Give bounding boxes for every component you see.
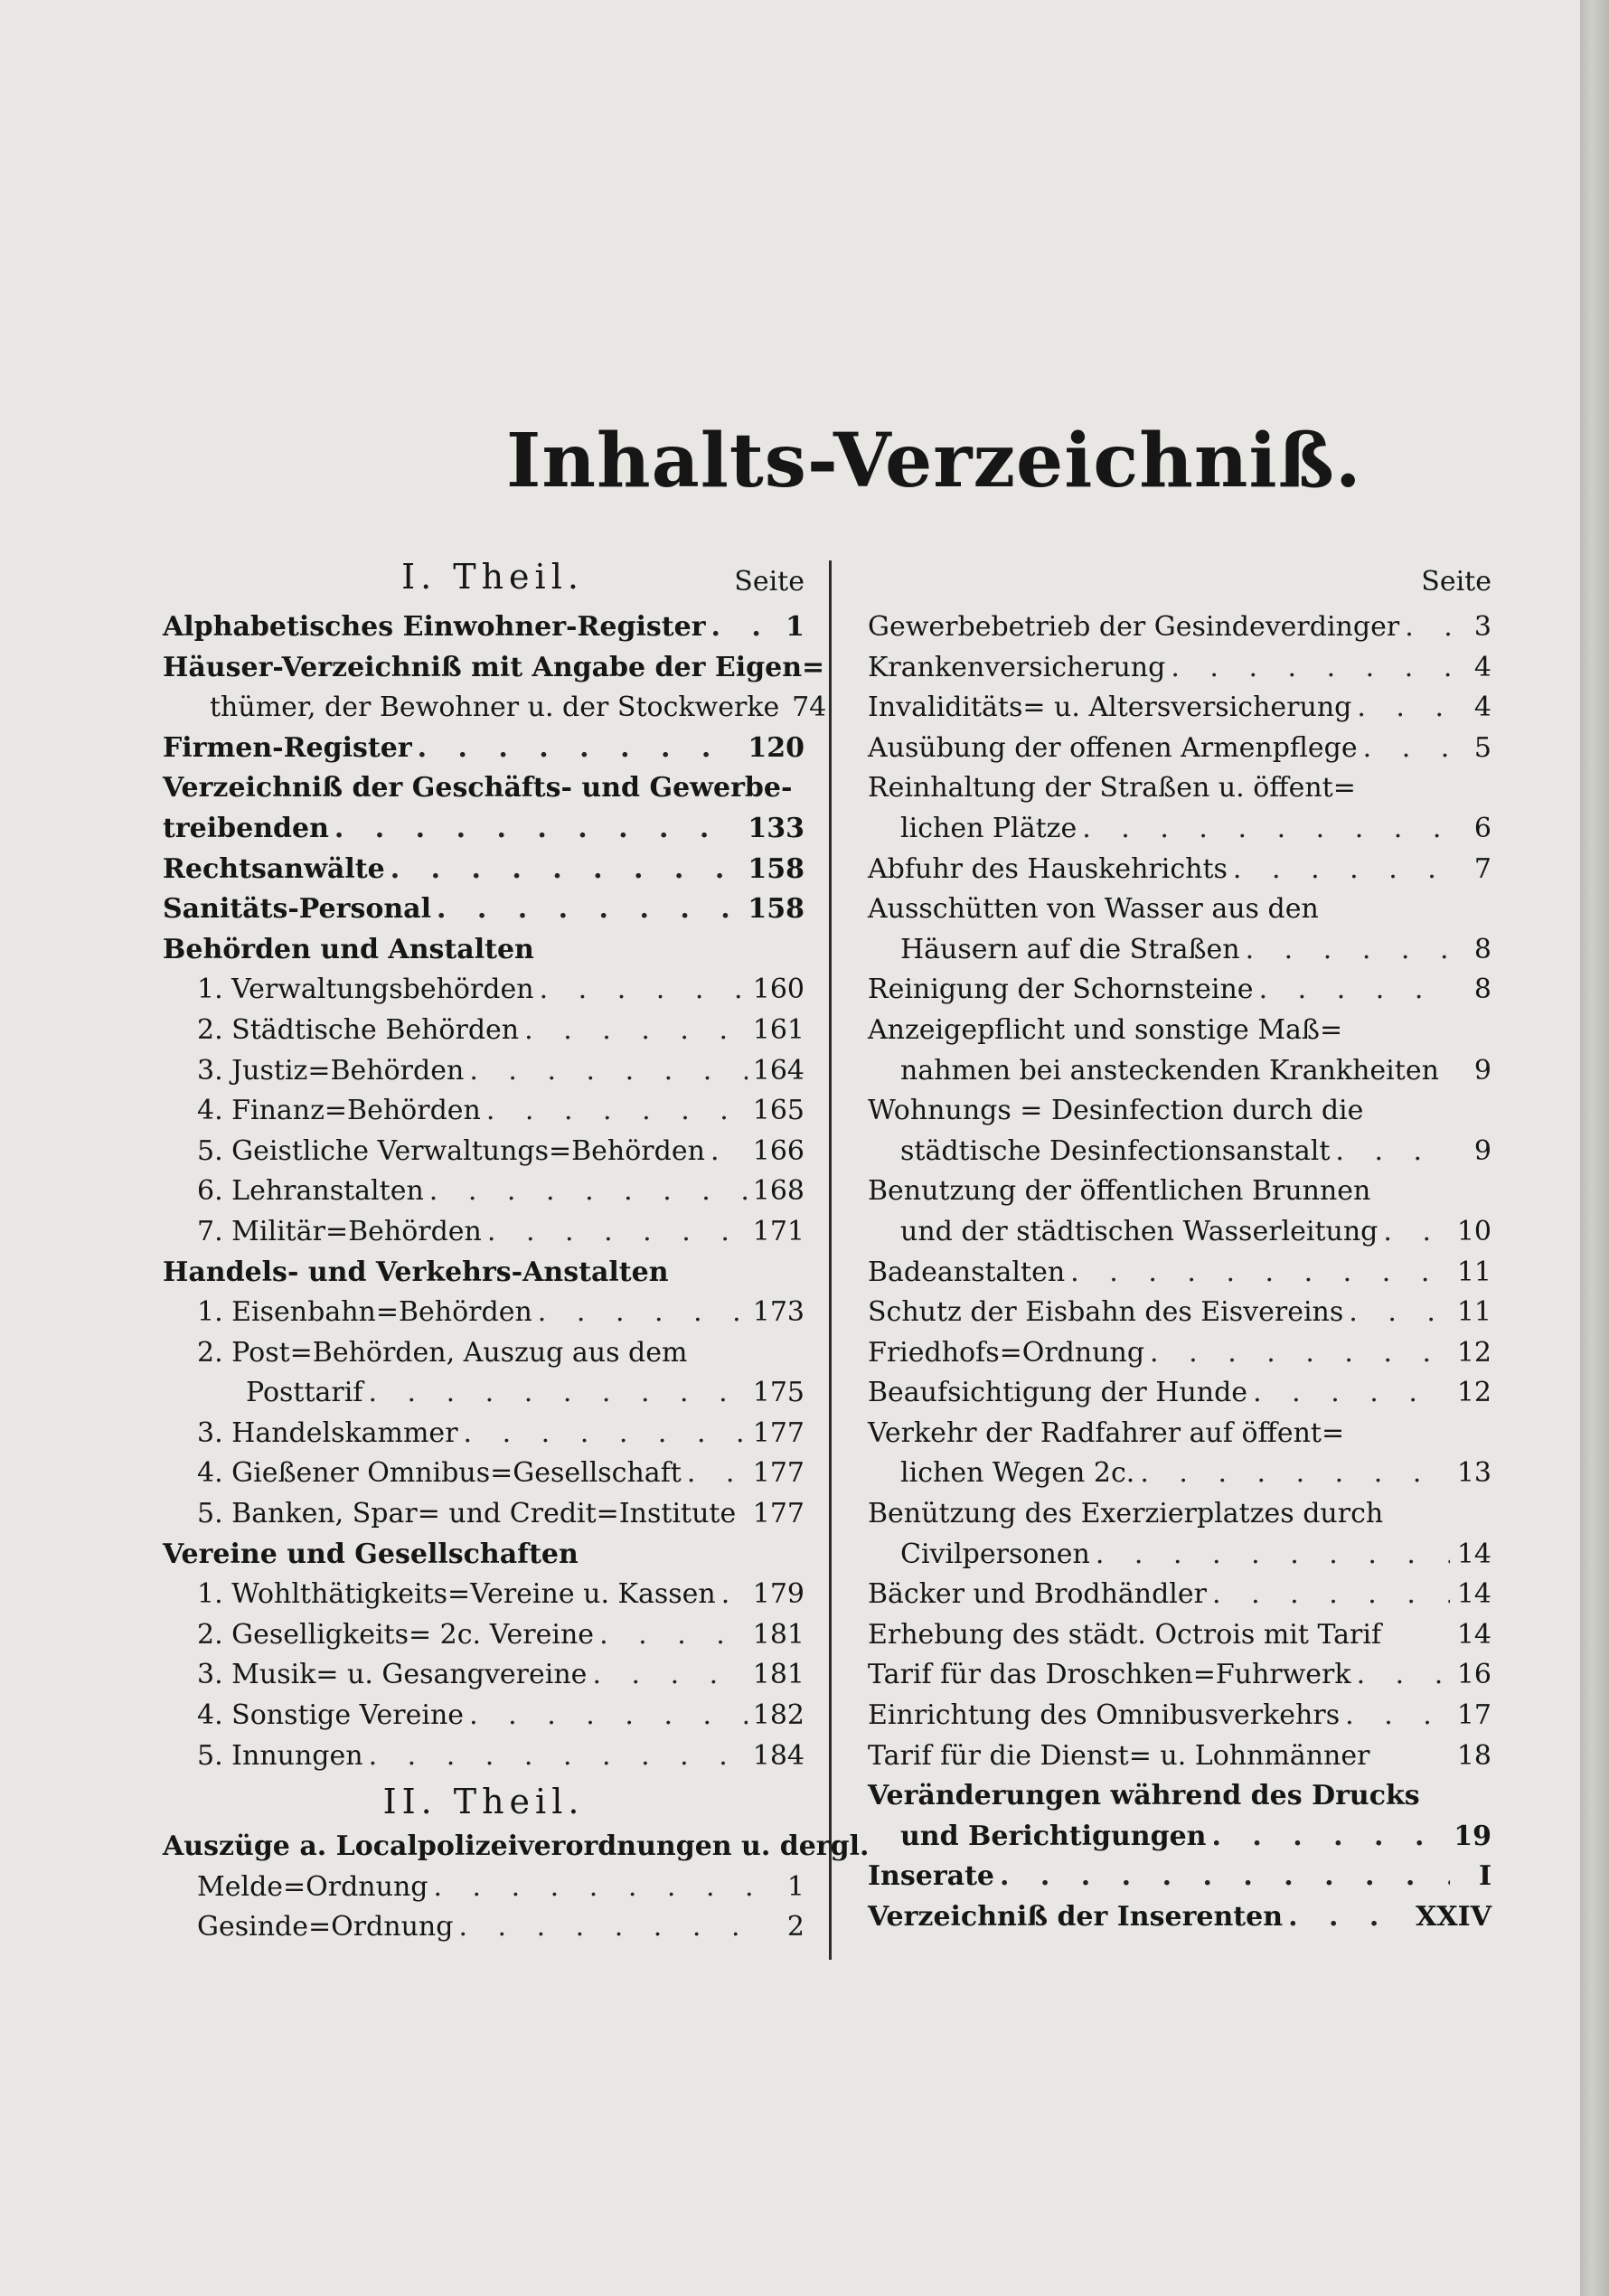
toc-entry-page: 11 [1456, 1256, 1491, 1288]
toc-entry [868, 1293, 1491, 1333]
right-entries [868, 607, 1491, 1938]
toc-entry-text: 3. Musik= u. Gesangvereine [197, 1659, 588, 1691]
toc-entry [163, 1333, 804, 1374]
part-one-heading-row [163, 557, 804, 607]
toc-entry [868, 1373, 1491, 1414]
dot-leader [464, 1414, 748, 1454]
toc-entry [868, 1132, 1491, 1172]
toc-entry [163, 729, 804, 769]
toc-entry [868, 607, 1491, 648]
right-column [868, 557, 1491, 1938]
toc-entry [163, 1535, 804, 1576]
dot-leader [1171, 648, 1450, 689]
toc-entry-page: 14 [1456, 1578, 1491, 1611]
dot-leader [524, 1011, 748, 1051]
toc-entry [163, 648, 825, 689]
toc-entry [163, 809, 804, 850]
toc-entry-text: 5. Innungen [197, 1739, 363, 1772]
toc-entry-text: Handels- und Verkehrs-Anstalten [163, 1256, 669, 1288]
toc-entry-text: Tarif für das Droschken=Fuhrwerk [868, 1659, 1351, 1691]
part-one-heading: I. Theil. [401, 557, 584, 597]
toc-entry-page: 18 [1456, 1739, 1491, 1772]
toc-entry-text: Behörden und Anstalten [163, 933, 534, 965]
toc-entry-text: Friedhofs=Ordnung [868, 1336, 1145, 1369]
toc-entry-text: Gesinde=Ordnung [197, 1911, 454, 1943]
dot-leader [540, 970, 748, 1011]
toc-entry-page: 133 [748, 812, 804, 844]
toc-entry-page: XXIV [1416, 1901, 1491, 1933]
toc-entry-text: Häusern auf die Straßen [900, 933, 1240, 965]
toc-entry-page: 160 [752, 974, 804, 1006]
toc-entry [163, 1293, 804, 1333]
toc-entry-page: 177 [752, 1457, 804, 1490]
toc-entry-page: 165 [752, 1095, 804, 1127]
toc-entry [868, 1696, 1491, 1736]
toc-entry [868, 1454, 1491, 1494]
toc-entry-text: und Berichtigungen [900, 1820, 1207, 1852]
toc-entry-page: 10 [1456, 1215, 1491, 1247]
toc-entry [868, 1897, 1491, 1938]
toc-entry [868, 1817, 1491, 1858]
toc-entry-text: Invaliditäts= u. Altersversicherung [868, 692, 1352, 724]
dot-leader [486, 1091, 748, 1132]
toc-entry-page: 171 [752, 1215, 804, 1247]
toc-entry-text: Firmen-Register [163, 731, 412, 764]
toc-entry-text: 2. Post=Behörden, Auszug aus dem [197, 1336, 688, 1369]
toc-entry-page: 177 [752, 1416, 804, 1449]
dot-leader [1096, 1535, 1450, 1576]
toc-entry [163, 1655, 804, 1696]
dot-leader [1253, 1373, 1450, 1414]
dot-leader [429, 1172, 748, 1212]
toc-entry-text: Gewerbebetrieb der Gesindeverdinger [868, 611, 1400, 643]
toc-entry [868, 889, 1491, 930]
toc-entry [163, 1051, 804, 1092]
toc-entry-page: 120 [748, 731, 804, 764]
toc-entry [163, 930, 804, 971]
dot-leader [1288, 1897, 1410, 1938]
toc-entry-page: 6 [1473, 812, 1491, 844]
dot-leader [1335, 1132, 1450, 1172]
toc-entry [163, 1212, 804, 1253]
toc-entry [163, 688, 827, 729]
toc-entry-text: Schutz der Eisbahn des Eisvereins [868, 1296, 1344, 1329]
toc-entry-page: 4 [1473, 651, 1491, 683]
toc-entry-text: 2. Städtische Behörden [197, 1013, 520, 1046]
toc-entry-text: lichen Plätze [900, 812, 1077, 844]
toc-entry-page: 1 [786, 611, 804, 643]
dot-leader [599, 1615, 748, 1656]
toc-entry [163, 1575, 804, 1615]
toc-entry [163, 1696, 804, 1736]
toc-entry-text: Häuser-Verzeichniß mit Angabe der Eigen= [163, 651, 825, 683]
toc-entry-text: Ausübung der offenen Armenpflege [868, 731, 1358, 764]
toc-entry [163, 1253, 804, 1294]
toc-entry [868, 1736, 1491, 1777]
toc-entry [163, 970, 804, 1011]
toc-entry-page: 8 [1473, 933, 1491, 965]
toc-entry-text: Benutzung der öffentlichen Brunnen [868, 1175, 1371, 1208]
toc-entry-text: städtische Desinfectionsanstalt [900, 1134, 1331, 1167]
part-two-heading: II. Theil. [382, 1782, 585, 1822]
toc-entry [163, 1091, 804, 1132]
part-two-entries [163, 1827, 870, 1948]
toc-entry [868, 850, 1491, 890]
toc-entry-text: Badeanstalten [868, 1256, 1066, 1288]
left-column [163, 557, 870, 1948]
page-edge [1580, 0, 1609, 2296]
toc-entry [868, 1212, 1491, 1253]
toc-entry-text: 4. Sonstige Vereine [197, 1699, 465, 1732]
toc-entry [868, 809, 1491, 850]
toc-entry-text: Abfuhr des Hauskehrichts [868, 852, 1228, 885]
seite-label-left: Seite [734, 566, 804, 598]
toc-entry-text: Inserate [868, 1860, 995, 1893]
toc-entry [868, 970, 1491, 1011]
dot-leader [433, 1868, 763, 1908]
toc-entry [868, 1615, 1491, 1656]
toc-entry [868, 1535, 1491, 1576]
toc-entry [163, 1172, 804, 1212]
toc-entry-text: Krankenversicherung [868, 651, 1166, 683]
toc-entry-page: 161 [752, 1013, 804, 1046]
toc-entry-page: 17 [1456, 1699, 1491, 1732]
toc-entry-text: 4. Finanz=Behörden [197, 1095, 481, 1127]
toc-entry-page: 8 [1473, 974, 1491, 1006]
toc-entry-text: 5. Banken, Spar= und Credit=Institute [197, 1498, 737, 1530]
dot-leader [1140, 1454, 1450, 1494]
toc-entry-text: Tarif für die Dienst= u. Lohnmänner [868, 1739, 1370, 1772]
toc-entry-text: Reinigung der Schornsteine [868, 974, 1254, 1006]
dot-leader [1150, 1333, 1450, 1374]
toc-entry-page: 13 [1456, 1457, 1491, 1490]
dot-leader [1383, 1212, 1450, 1253]
dot-leader [1070, 1253, 1450, 1294]
toc-entry-page: 166 [752, 1134, 804, 1167]
dot-leader [1212, 1817, 1449, 1858]
toc-entry-page: 14 [1456, 1618, 1491, 1651]
toc-entry-page: 11 [1456, 1296, 1491, 1329]
toc-entry-text: 1. Verwaltungsbehörden [197, 974, 534, 1006]
dot-leader [1357, 1655, 1450, 1696]
toc-entry-page: 168 [752, 1175, 804, 1208]
dot-leader [1349, 1293, 1450, 1333]
toc-entry-text: 3. Handelskammer [197, 1416, 458, 1449]
toc-entry [163, 1615, 804, 1656]
dot-leader [538, 1293, 748, 1333]
toc-entry [163, 1454, 804, 1494]
column-divider [829, 560, 832, 1960]
toc-entry-text: Wohnungs = Desinfection durch die [868, 1095, 1364, 1127]
dot-leader [1000, 1857, 1450, 1897]
toc-entry [163, 1011, 804, 1051]
toc-entry-text: 1. Eisenbahn=Behörden [197, 1296, 532, 1329]
dot-leader [1233, 850, 1450, 890]
toc-entry-page: 16 [1456, 1659, 1491, 1691]
dot-leader [1405, 607, 1450, 648]
dot-leader [334, 809, 742, 850]
toc-entry-page: 4 [1473, 692, 1491, 724]
toc-entry [868, 729, 1491, 769]
toc-entry-text: thümer, der Bewohner u. der Stockwerke [210, 692, 780, 724]
toc-entry-text: nahmen bei ansteckenden Krankheiten [900, 1054, 1439, 1087]
toc-entry-text: Veränderungen während des Drucks [868, 1780, 1420, 1812]
dot-leader [369, 1736, 748, 1777]
toc-entry-page: 19 [1454, 1820, 1491, 1852]
toc-entry [163, 1132, 804, 1172]
dot-leader [390, 850, 743, 890]
toc-entry-text: treibenden [163, 812, 329, 844]
toc-entry [868, 1655, 1491, 1696]
dot-leader [1357, 688, 1450, 729]
toc-entry-text: Einrichtung des Omnibusverkehrs [868, 1699, 1341, 1732]
toc-entry [868, 1172, 1491, 1212]
toc-entry-text: Melde=Ordnung [197, 1870, 428, 1903]
toc-entry-page: 3 [1473, 611, 1491, 643]
dot-leader [687, 1454, 748, 1494]
dot-leader [721, 1575, 748, 1615]
dot-leader [710, 1132, 748, 1172]
toc-entry-text: Verzeichniß der Geschäfts- und Gewerbe- [163, 772, 793, 805]
toc-entry-page: 182 [752, 1699, 804, 1732]
toc-entry-text: Anzeigepflicht und sonstige Maß= [868, 1013, 1343, 1046]
toc-entry-page: 175 [752, 1377, 804, 1409]
toc-entry [868, 1051, 1491, 1092]
toc-entry-page: 12 [1456, 1336, 1491, 1369]
dot-leader [1259, 970, 1450, 1011]
dot-leader [1246, 930, 1450, 971]
dot-leader [487, 1212, 748, 1253]
toc-entry [163, 850, 804, 890]
toc-entry-text: Rechtsanwälte [163, 852, 385, 885]
toc-entry-text: Posttarif [246, 1377, 363, 1409]
toc-entry-text: Civilpersonen [900, 1538, 1090, 1570]
toc-entry-text: Beaufsichtigung der Hunde [868, 1377, 1248, 1409]
toc-entry [868, 648, 1491, 689]
toc-entry [163, 1868, 804, 1908]
dot-leader [368, 1373, 747, 1414]
toc-entry-page: 74 [792, 692, 827, 724]
dot-leader [1212, 1575, 1450, 1615]
toc-entry [163, 607, 804, 648]
toc-entry [868, 1333, 1491, 1374]
toc-entry-page: 181 [752, 1659, 804, 1691]
toc-entry [868, 1011, 1491, 1051]
toc-entry-page: 184 [752, 1739, 804, 1772]
toc-entry-text: Auszüge a. Localpolizeiverordnungen u. dergl. [163, 1830, 870, 1863]
toc-entry-page: 181 [752, 1618, 804, 1651]
toc-entry-text: Reinhaltung der Straßen u. öffent= [868, 772, 1356, 805]
toc-entry-page: 5 [1473, 731, 1491, 764]
toc-entry-page: 179 [752, 1578, 804, 1611]
left-entries [163, 607, 827, 1776]
toc-entry-text: 5. Geistliche Verwaltungs=Behörden [197, 1134, 705, 1167]
toc-entry-text: 3. Justiz=Behörden [197, 1054, 465, 1087]
toc-entry-page: 164 [752, 1054, 804, 1087]
toc-entry-text: Bäcker und Brodhändler [868, 1578, 1207, 1611]
toc-entry-page: 7 [1473, 852, 1491, 885]
toc-entry-text: Erhebung des städt. Octrois mit Tarif [868, 1618, 1382, 1651]
toc-entry-text: Sanitäts-Personal [163, 893, 431, 926]
toc-entry [163, 1736, 804, 1777]
toc-entry [868, 1776, 1491, 1817]
dot-leader [1363, 729, 1450, 769]
toc-entry-text: Verzeichniß der Inserenten [868, 1901, 1284, 1933]
toc-entry [163, 768, 804, 809]
toc-entry [163, 1827, 870, 1868]
toc-entry [868, 1414, 1491, 1454]
toc-entry [868, 1091, 1491, 1132]
toc-entry [868, 930, 1491, 971]
toc-entry [163, 1373, 804, 1414]
toc-entry [868, 1857, 1491, 1897]
toc-entry-text: 1. Wohlthätigkeits=Vereine u. Kassen [197, 1578, 716, 1611]
toc-entry-page: 158 [748, 893, 804, 926]
toc-entry [163, 889, 804, 930]
toc-entry [163, 1907, 804, 1948]
toc-entry [163, 1494, 804, 1535]
toc-entry-page: 1 [786, 1870, 804, 1903]
toc-entry-page: 9 [1473, 1134, 1491, 1167]
toc-entry [163, 1414, 804, 1454]
dot-leader [1345, 1696, 1450, 1736]
toc-entry-text: 7. Militär=Behörden [197, 1215, 482, 1247]
toc-entry-page: 158 [748, 852, 804, 885]
toc-entry-page: I [1478, 1860, 1491, 1893]
dot-leader [1082, 809, 1450, 850]
toc-entry-text: Alphabetisches Einwohner-Register [163, 611, 706, 643]
toc-entry [868, 768, 1491, 809]
dot-leader [592, 1655, 747, 1696]
toc-entry-page: 2 [786, 1911, 804, 1943]
dot-leader [469, 1051, 747, 1092]
toc-entry-text: und der städtischen Wasserleitung [900, 1215, 1378, 1247]
toc-entry-text: 2. Geselligkeits= 2c. Vereine [197, 1618, 595, 1651]
dot-leader [711, 607, 763, 648]
toc-entry-page: 177 [752, 1498, 804, 1530]
toc-entry-page: 12 [1456, 1377, 1491, 1409]
toc-entry-text: Vereine und Gesellschaften [163, 1538, 579, 1570]
toc-entry [868, 1253, 1491, 1294]
toc-entry [868, 688, 1491, 729]
dot-leader [437, 889, 742, 930]
toc-entry-page: 14 [1456, 1538, 1491, 1570]
seite-label-right: Seite [1421, 566, 1491, 598]
dot-leader [469, 1696, 748, 1736]
toc-entry-text: Ausschütten von Wasser aus den [868, 893, 1319, 926]
toc-entry [868, 1575, 1491, 1615]
toc-entry-text: 4. Gießener Omnibus=Gesellschaft [197, 1457, 682, 1490]
toc-entry-text: Verkehr der Radfahrer auf öffent= [868, 1416, 1345, 1449]
toc-entry-page: 173 [752, 1296, 804, 1329]
toc-entry-page: 9 [1473, 1054, 1491, 1087]
toc-entry-text: Benützung des Exerzierplatzes durch [868, 1498, 1384, 1530]
toc-entry [868, 1494, 1491, 1535]
page-title: Inhalts-Verzeichniß. [506, 418, 1362, 504]
dot-leader [458, 1907, 763, 1948]
dot-leader [418, 729, 743, 769]
toc-entry-text: 6. Lehranstalten [197, 1175, 424, 1208]
toc-entry-text: lichen Wegen 2c. [900, 1457, 1135, 1490]
